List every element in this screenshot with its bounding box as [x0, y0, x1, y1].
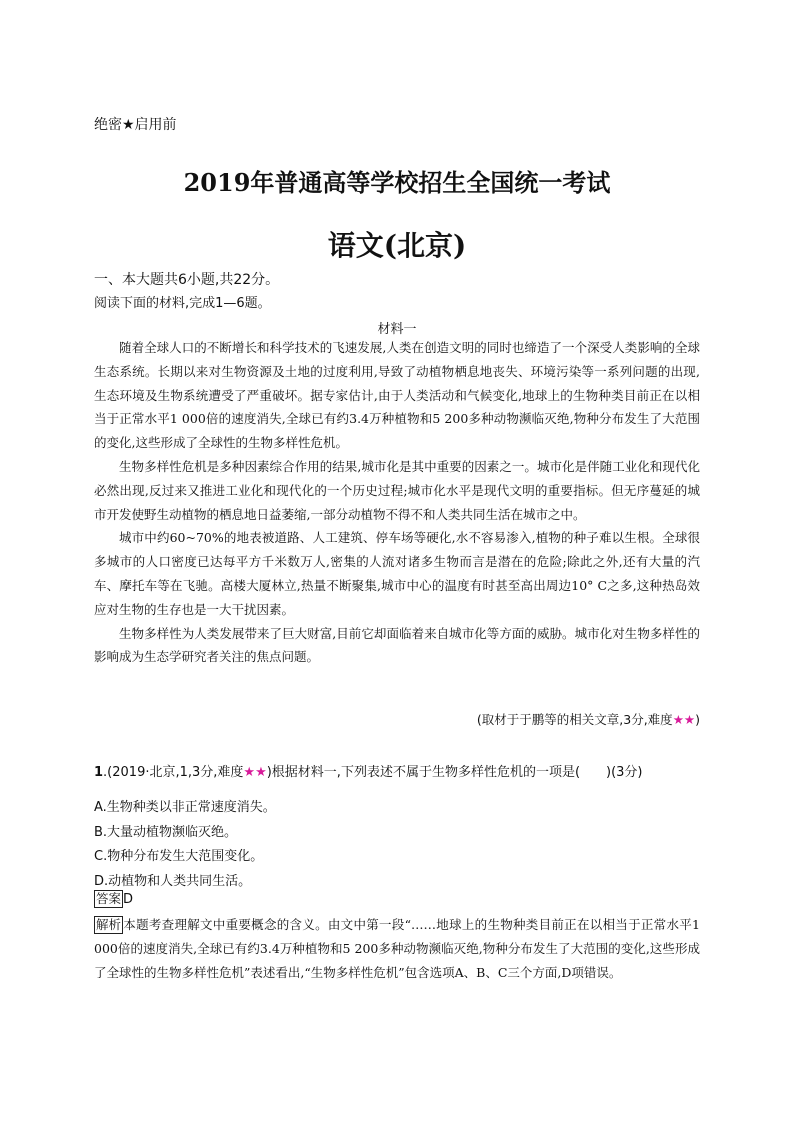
- exam-title: 2019年普通高等学校招生全国统一考试: [183, 168, 611, 197]
- question-number: 1: [94, 765, 104, 780]
- analysis-tag: 解析: [96, 917, 122, 932]
- answer-line: [94, 890, 133, 908]
- option-list: [94, 796, 276, 894]
- answer-value: D: [123, 892, 134, 907]
- passage-paragraph: 城市中约60~70%的地表被道路、人工建筑、停车场等硬化,水不容易渗入,植物的种子难以生根。全球很多城市的人口密度已达每平方千米数万人,密集的人流对诸多生物而言是潜在的危险;除此之外,还有大量的汽车、摩托车等在飞驰。高楼大厦林立,热量不断聚集,城市中心的温度有时甚至高出周边10° C之多,这种热岛效应对生物的生存也是一大干扰因素。: [94, 530, 700, 617]
- difficulty-stars: ★★: [672, 712, 696, 727]
- passage-paragraph: 生物多样性为人类发展带来了巨大财富,目前它却面临着来自城市化等方面的威胁。城市化对生物多样性的影响成为生态学研究者关注的焦点问题。: [94, 625, 700, 665]
- answer-tag: 答案: [96, 891, 122, 906]
- passage-paragraph: 生物多样性危机是多种因素综合作用的结果,城市化是其中重要的因素之一。城市化是伴随工业化和现代化必然出现,反过来又推进工业化和现代化的一个历史过程;城市化水平是现代文明的重要指标。但无序蔓延的城市开发使野生动植物的栖息地日益萎缩,一部分动植物不得不和人类共同生活在城市之中。: [94, 458, 700, 522]
- section-instruction: 阅读下面的材料,完成1—6题。: [94, 296, 271, 311]
- passage-paragraph: 随着全球人口的不断增长和科学技术的飞速发展,人类在创造文明的同时也缔造了一个深受人类影响的全球生态系统。长期以来对生物资源及土地的过度利用,导致了动植物栖息地丧失、环境污染等一系列问题的出现,生态环境及生物系统遭受了严重破坏。据专家估计,由于人类活动和气候变化,地球上的生物种类目前正在以相当于正常水平1 000倍的速度消失,全球已有约3.4万种植物和5 200多种动物濒临灭绝,物种分布发生了大范围的变化,这些形成了全球性的生物多样性危机。: [94, 340, 700, 451]
- difficulty-stars: ★★: [243, 765, 267, 780]
- material-source: [477, 710, 700, 728]
- option-a: A.生物种类以非正常速度消失。: [94, 800, 276, 815]
- question-stem: )根据材料一,下列表述不属于生物多样性危机的一项是( )(3分): [266, 765, 643, 780]
- confidential-label: 绝密★启用前: [94, 117, 177, 133]
- source-text: (取材于于鹏等的相关文章,3分,难度: [476, 712, 673, 727]
- analysis-text: 本题考查理解文中重要概念的含义。由文中第一段“……地球上的生物种类目前正在以相当于正常水平1 000倍的速度消失,全球已有约3.4万种植物和5 200多种动物濒临灭绝,物种分布发生了大范围的变化,这些形成了全球性的生物多样性危机”表述看出,“生物多样性危机”包含选项A、B、C三个方面,D项错误。: [94, 917, 700, 980]
- option-d: D.动植物和人类共同生活。: [94, 873, 252, 889]
- section-heading: 一、本大题共6小题,共22分。: [94, 272, 280, 288]
- option-c: C.物种分布发生大范围变化。: [94, 849, 264, 864]
- question-1: [94, 761, 700, 780]
- source-close: ): [695, 712, 700, 727]
- question-meta: .(2019·北京,1,3分,难度: [103, 765, 244, 780]
- option-b: B.大量动植物濒临灭绝。: [94, 824, 238, 840]
- material-passage: [94, 336, 700, 669]
- subject-title: 语文(北京): [327, 229, 467, 262]
- material-title: 材料一: [377, 322, 417, 337]
- analysis-block: [94, 913, 700, 985]
